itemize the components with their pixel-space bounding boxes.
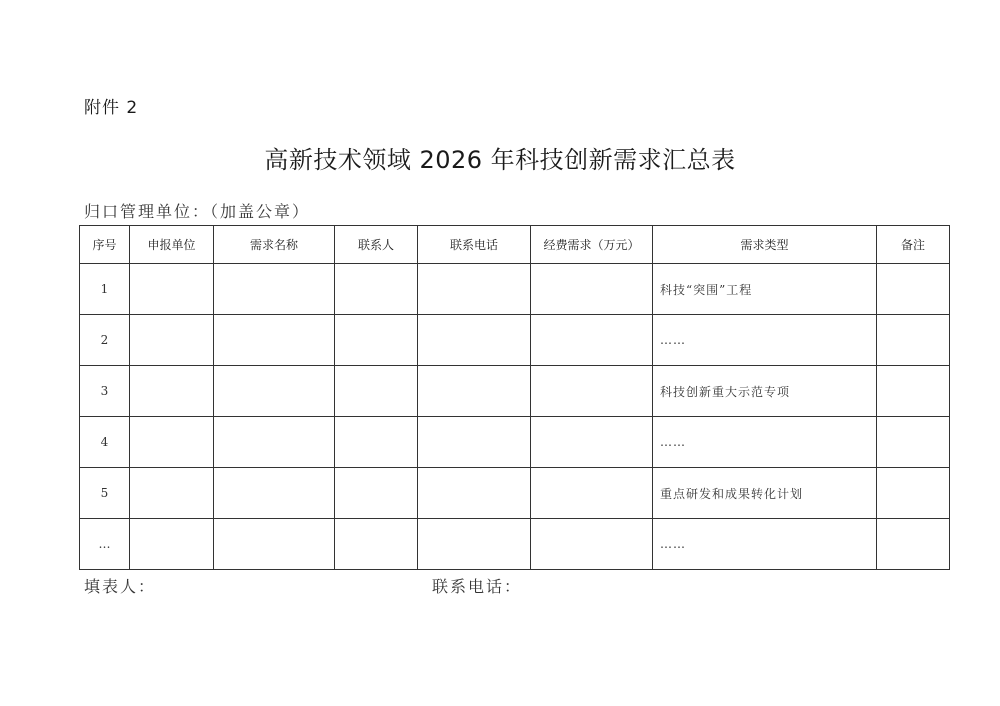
budget-cell bbox=[531, 468, 653, 519]
demand-name-cell bbox=[214, 315, 335, 366]
row-no: … bbox=[80, 519, 130, 570]
table-row bbox=[80, 315, 950, 366]
applicant-cell bbox=[130, 417, 214, 468]
table-row bbox=[80, 417, 950, 468]
row-no: 5 bbox=[80, 468, 130, 519]
demand-name-cell bbox=[214, 468, 335, 519]
attachment-label: 附件 2 bbox=[84, 98, 139, 118]
remarks-cell bbox=[877, 315, 950, 366]
demand-name-cell bbox=[214, 264, 335, 315]
contact-cell bbox=[335, 264, 418, 315]
applicant-cell bbox=[130, 315, 214, 366]
phone-cell bbox=[418, 315, 531, 366]
row-no: 2 bbox=[80, 315, 130, 366]
remarks-cell bbox=[877, 519, 950, 570]
phone-cell bbox=[418, 468, 531, 519]
phone-cell bbox=[418, 264, 531, 315]
applicant-cell bbox=[130, 519, 214, 570]
table-row bbox=[80, 468, 950, 519]
table-header-row bbox=[80, 226, 950, 264]
header-applicant: 申报单位 bbox=[130, 226, 214, 264]
row-no: 3 bbox=[80, 366, 130, 417]
demand-type-cell: 科技创新重大示范专项 bbox=[653, 366, 877, 417]
contact-cell bbox=[335, 468, 418, 519]
demand-name-cell bbox=[214, 417, 335, 468]
demand-type-cell: …… bbox=[653, 315, 877, 366]
header-demand-name: 需求名称 bbox=[214, 226, 335, 264]
header-contact: 联系人 bbox=[335, 226, 418, 264]
demand-type-cell: 重点研发和成果转化计划 bbox=[653, 468, 877, 519]
unit-label: 归口管理单位：（加盖公章） bbox=[84, 202, 311, 221]
remarks-cell bbox=[877, 468, 950, 519]
header-budget: 经费需求（万元） bbox=[531, 226, 653, 264]
table-row bbox=[80, 519, 950, 570]
demand-type-cell: …… bbox=[653, 417, 877, 468]
header-demand-type: 需求类型 bbox=[653, 226, 877, 264]
applicant-cell bbox=[130, 366, 214, 417]
header-remarks: 备注 bbox=[877, 226, 950, 264]
contact-cell bbox=[335, 519, 418, 570]
remarks-cell bbox=[877, 264, 950, 315]
phone-cell bbox=[418, 417, 531, 468]
budget-cell bbox=[531, 366, 653, 417]
header-phone: 联系电话 bbox=[418, 226, 531, 264]
phone-cell bbox=[418, 519, 531, 570]
demand-name-cell bbox=[214, 519, 335, 570]
applicant-cell bbox=[130, 468, 214, 519]
demand-type-cell: 科技“突围”工程 bbox=[653, 264, 877, 315]
phone-cell bbox=[418, 366, 531, 417]
applicant-cell bbox=[130, 264, 214, 315]
budget-cell bbox=[531, 417, 653, 468]
table-row bbox=[80, 366, 950, 417]
page-title: 高新技术领域 2026 年科技创新需求汇总表 bbox=[264, 146, 736, 174]
filler-label: 填表人： bbox=[84, 577, 157, 596]
contact-cell bbox=[335, 366, 418, 417]
remarks-cell bbox=[877, 366, 950, 417]
header-no: 序号 bbox=[80, 226, 130, 264]
budget-cell bbox=[531, 264, 653, 315]
row-no: 1 bbox=[80, 264, 130, 315]
demand-name-cell bbox=[214, 366, 335, 417]
contact-cell bbox=[335, 315, 418, 366]
table-row bbox=[80, 264, 950, 315]
remarks-cell bbox=[877, 417, 950, 468]
demand-type-cell: …… bbox=[653, 519, 877, 570]
budget-cell bbox=[531, 519, 653, 570]
footer-phone-label: 联系电话： bbox=[432, 577, 523, 596]
contact-cell bbox=[335, 417, 418, 468]
budget-cell bbox=[531, 315, 653, 366]
row-no: 4 bbox=[80, 417, 130, 468]
summary-table bbox=[79, 225, 950, 570]
